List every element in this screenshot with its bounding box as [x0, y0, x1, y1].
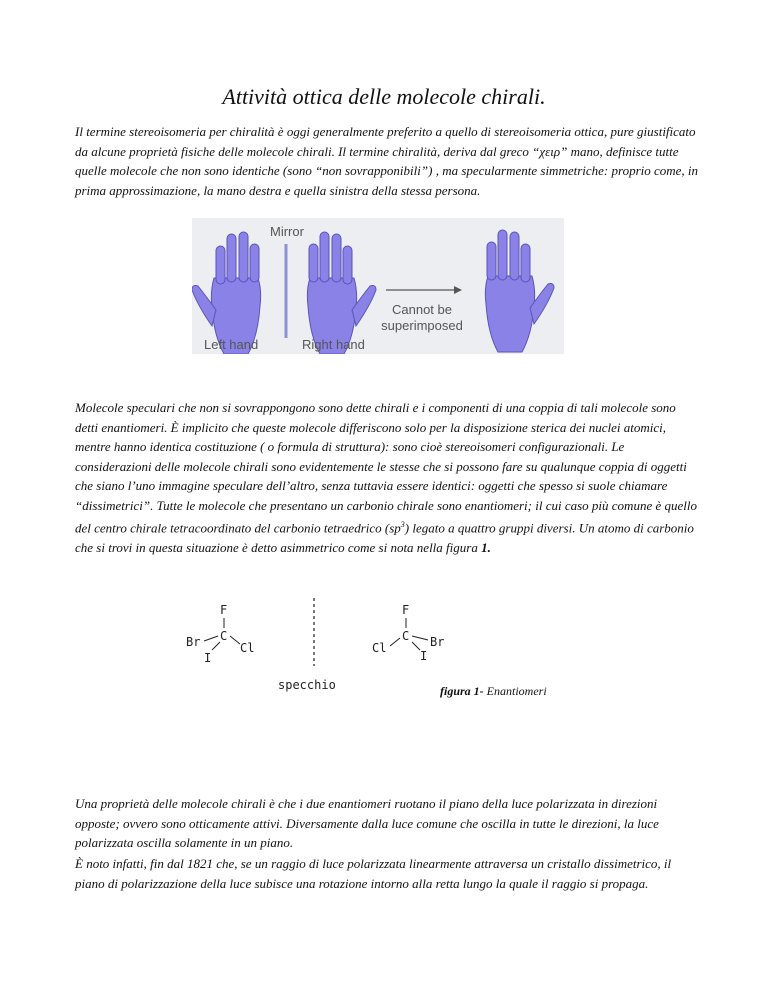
- svg-text:F: F: [402, 603, 410, 617]
- mirror-label-specchio: specchio: [278, 678, 336, 692]
- cannot-be-label: Cannot be: [392, 302, 452, 317]
- superimposed-label: superimposed: [381, 318, 463, 333]
- comparison-hand-image: [485, 230, 554, 352]
- paragraph-intro: Il termine stereoisomeria per chiralità è oggi generalmente preferito a quello di stereoisomeria ottica, pure giustificato da alcune proprietà fisiche delle molecole chirali. Il termine chiralità, deriva dal greco “χειρ” mano, definisce tutte quelle molecole che non sono identiche (sono “non sovrapponibili”) , ma specularmente simmetriche: proprio come, in prima approssimazione, la mano destra e quella sinistra della stessa persona.: [75, 124, 699, 198]
- svg-text:Br: Br: [186, 635, 201, 649]
- right-hand-label: Right hand: [302, 337, 365, 352]
- svg-text:Cl: Cl: [372, 641, 387, 655]
- right-hand-image: [307, 232, 376, 354]
- left-molecule: [186, 603, 254, 665]
- svg-text:Br: Br: [430, 635, 445, 649]
- figure-caption: figura 1- Enantiomeri: [440, 684, 547, 698]
- svg-text:I: I: [420, 649, 428, 663]
- paragraph-1821: È noto infatti, fin dal 1821 che, se un raggio di luce polarizzata linearmente attraversa un cristallo dissimetrico, il piano di polarizzazione della luce subisce una rotazione intorno alla retta lungo la quale il raggio si propaga.: [75, 856, 672, 891]
- left-hand-image: [192, 232, 261, 354]
- arrow-icon: [386, 286, 462, 294]
- paragraph-optical-activity: Una proprietà delle molecole chirali è che i due enantiomeri ruotano il piano della luce polarizzata in direzioni opposte; ovvero sono otticamente attivi. Diversamente dalla luce comune che oscilla in tutte le direzioni, la luce polarizzata oscilla solamente in un piano.: [75, 796, 659, 850]
- right-molecule: [372, 603, 444, 663]
- svg-text:I: I: [204, 651, 212, 665]
- svg-text:Cl: Cl: [240, 641, 255, 655]
- svg-text:C: C: [220, 629, 228, 643]
- svg-text:C: C: [402, 629, 410, 643]
- svg-text:F: F: [220, 603, 228, 617]
- hands-mirror-figure: [192, 218, 564, 354]
- page-title: Attività ottica delle molecole chirali.: [222, 84, 546, 109]
- left-hand-label: Left hand: [204, 337, 259, 352]
- mirror-label: Mirror: [270, 224, 304, 239]
- paragraph-enantiomers: Molecole speculari che non si sovrappongono sono dette chirali e i componenti di una coppia di tali molecole sono detti enantiomeri. È implicito che queste molecole differiscono solo per la disposizione sterica dei nuclei atomici, mentre hanno identica costituzione ( o formula di struttura): sono cioè stereoisomeri configurazionali. Le considerazioni delle molecole chirali sono evidentemente le stesse che si possono fare su qualunque coppia di oggetti che siano l’uno immagine speculare dell’altro, senza tuttavia essere identici: oggetti che spesso si suole chiamare “dissimetrici”. Tutte le molecole che presentano un carbonio chirale sono enantiomeri; il cui caso più comune è quello del centro chirale tetracoordinato del carbonio tetraedrico $(sp^3)$ legato a quattro gruppi diversi. Un atomo di carbonio che si trovi in questa situazione è detto asimmetrico come si nota nella figura 1.: [75, 400, 697, 555]
